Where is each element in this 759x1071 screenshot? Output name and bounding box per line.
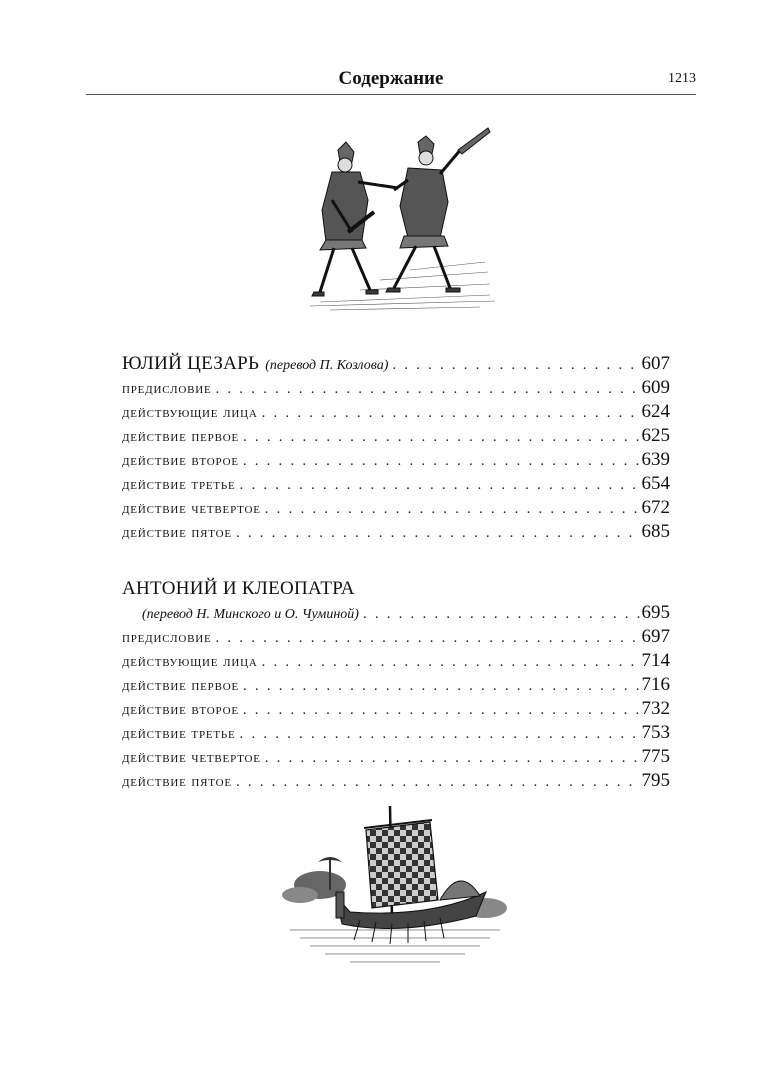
translator-note: (перевод П. Козлова) [265,358,389,373]
toc-section-julius-caesar [122,352,670,544]
toc-section-heading[interactable] [122,601,670,625]
toc-entry[interactable] [122,424,670,448]
entry-label: предисловие [122,380,212,397]
dot-leader [216,377,640,401]
left-man-figure [312,142,398,296]
toc-entry[interactable] [122,400,670,424]
section-title: ЮЛИЙ ЦЕЗАРЬ [122,353,260,374]
page-ref: 654 [641,473,670,494]
entry-label: действие первое [122,677,240,694]
entry-label: действие пятое [122,773,232,790]
dot-leader [265,497,640,521]
entry-label: действие пятое [122,524,232,541]
toc-section-antony-and-cleopatra [122,577,670,793]
page-ref: 732 [641,698,670,719]
dot-leader [236,770,640,794]
page-ref: 624 [641,401,670,422]
toc-entry[interactable] [122,448,670,472]
dot-leader [265,746,640,770]
dot-leader [240,722,640,746]
dot-leader [243,698,640,722]
dot-leader [262,650,640,674]
dot-leader [262,401,640,425]
entry-label: действие второе [122,701,239,718]
section-title[interactable]: АНТОНИЙ И КЛЕОПАТРА [122,578,355,599]
entry-label: действие третье [122,476,236,493]
page-ref: 609 [641,377,670,398]
page-ref: 714 [641,650,670,671]
page-ref: 672 [641,497,670,518]
dot-leader [363,602,640,626]
running-header [86,66,696,95]
page-ref: 716 [641,674,670,695]
toc-entry[interactable] [122,673,670,697]
page-ref: 639 [641,449,670,470]
dot-leader [243,674,639,698]
page-ref: 775 [641,746,670,767]
right-man-figure [386,128,490,292]
page-ref: 625 [641,425,670,446]
toc-entry[interactable] [122,745,670,769]
toc-entry[interactable] [122,697,670,721]
dot-leader [243,449,640,473]
sailing-ship-engraving [280,800,510,975]
dot-leader [216,626,640,650]
page-ref: 697 [641,626,670,647]
toc-entry[interactable] [122,649,670,673]
dot-leader [236,521,640,545]
toc-entry[interactable] [122,376,670,400]
two-men-fighting-engraving [290,120,500,315]
entry-label: действие третье [122,725,236,742]
ship-sail [364,806,438,918]
page-ref: 795 [641,770,670,791]
entry-label: действие первое [122,428,240,445]
entry-label: действие второе [122,452,239,469]
toc-entry[interactable] [122,472,670,496]
toc-entry[interactable] [122,625,670,649]
toc-section-heading[interactable] [122,352,670,376]
dot-leader [240,473,640,497]
entry-label: действие четвертое [122,500,261,517]
entry-label: предисловие [122,629,212,646]
page-ref: 607 [641,353,670,374]
entry-label: действие четвертое [122,749,261,766]
page-ref: 685 [641,521,670,542]
translator-note: (перевод Н. Минского и О. Чуминой) [142,607,359,622]
water-lines [290,930,500,962]
page-ref: 753 [641,722,670,743]
entry-label: действующие лица [122,653,258,670]
dot-leader [243,425,639,449]
dot-leader [392,353,639,377]
page-number: 1213 [668,71,696,86]
toc-entry[interactable] [122,496,670,520]
toc-entry[interactable] [122,769,670,793]
toc-entry[interactable] [122,721,670,745]
page-title: Содержание [338,68,444,89]
toc-entry[interactable] [122,520,670,544]
entry-label: действующие лица [122,404,258,421]
page-ref: 695 [641,602,670,623]
